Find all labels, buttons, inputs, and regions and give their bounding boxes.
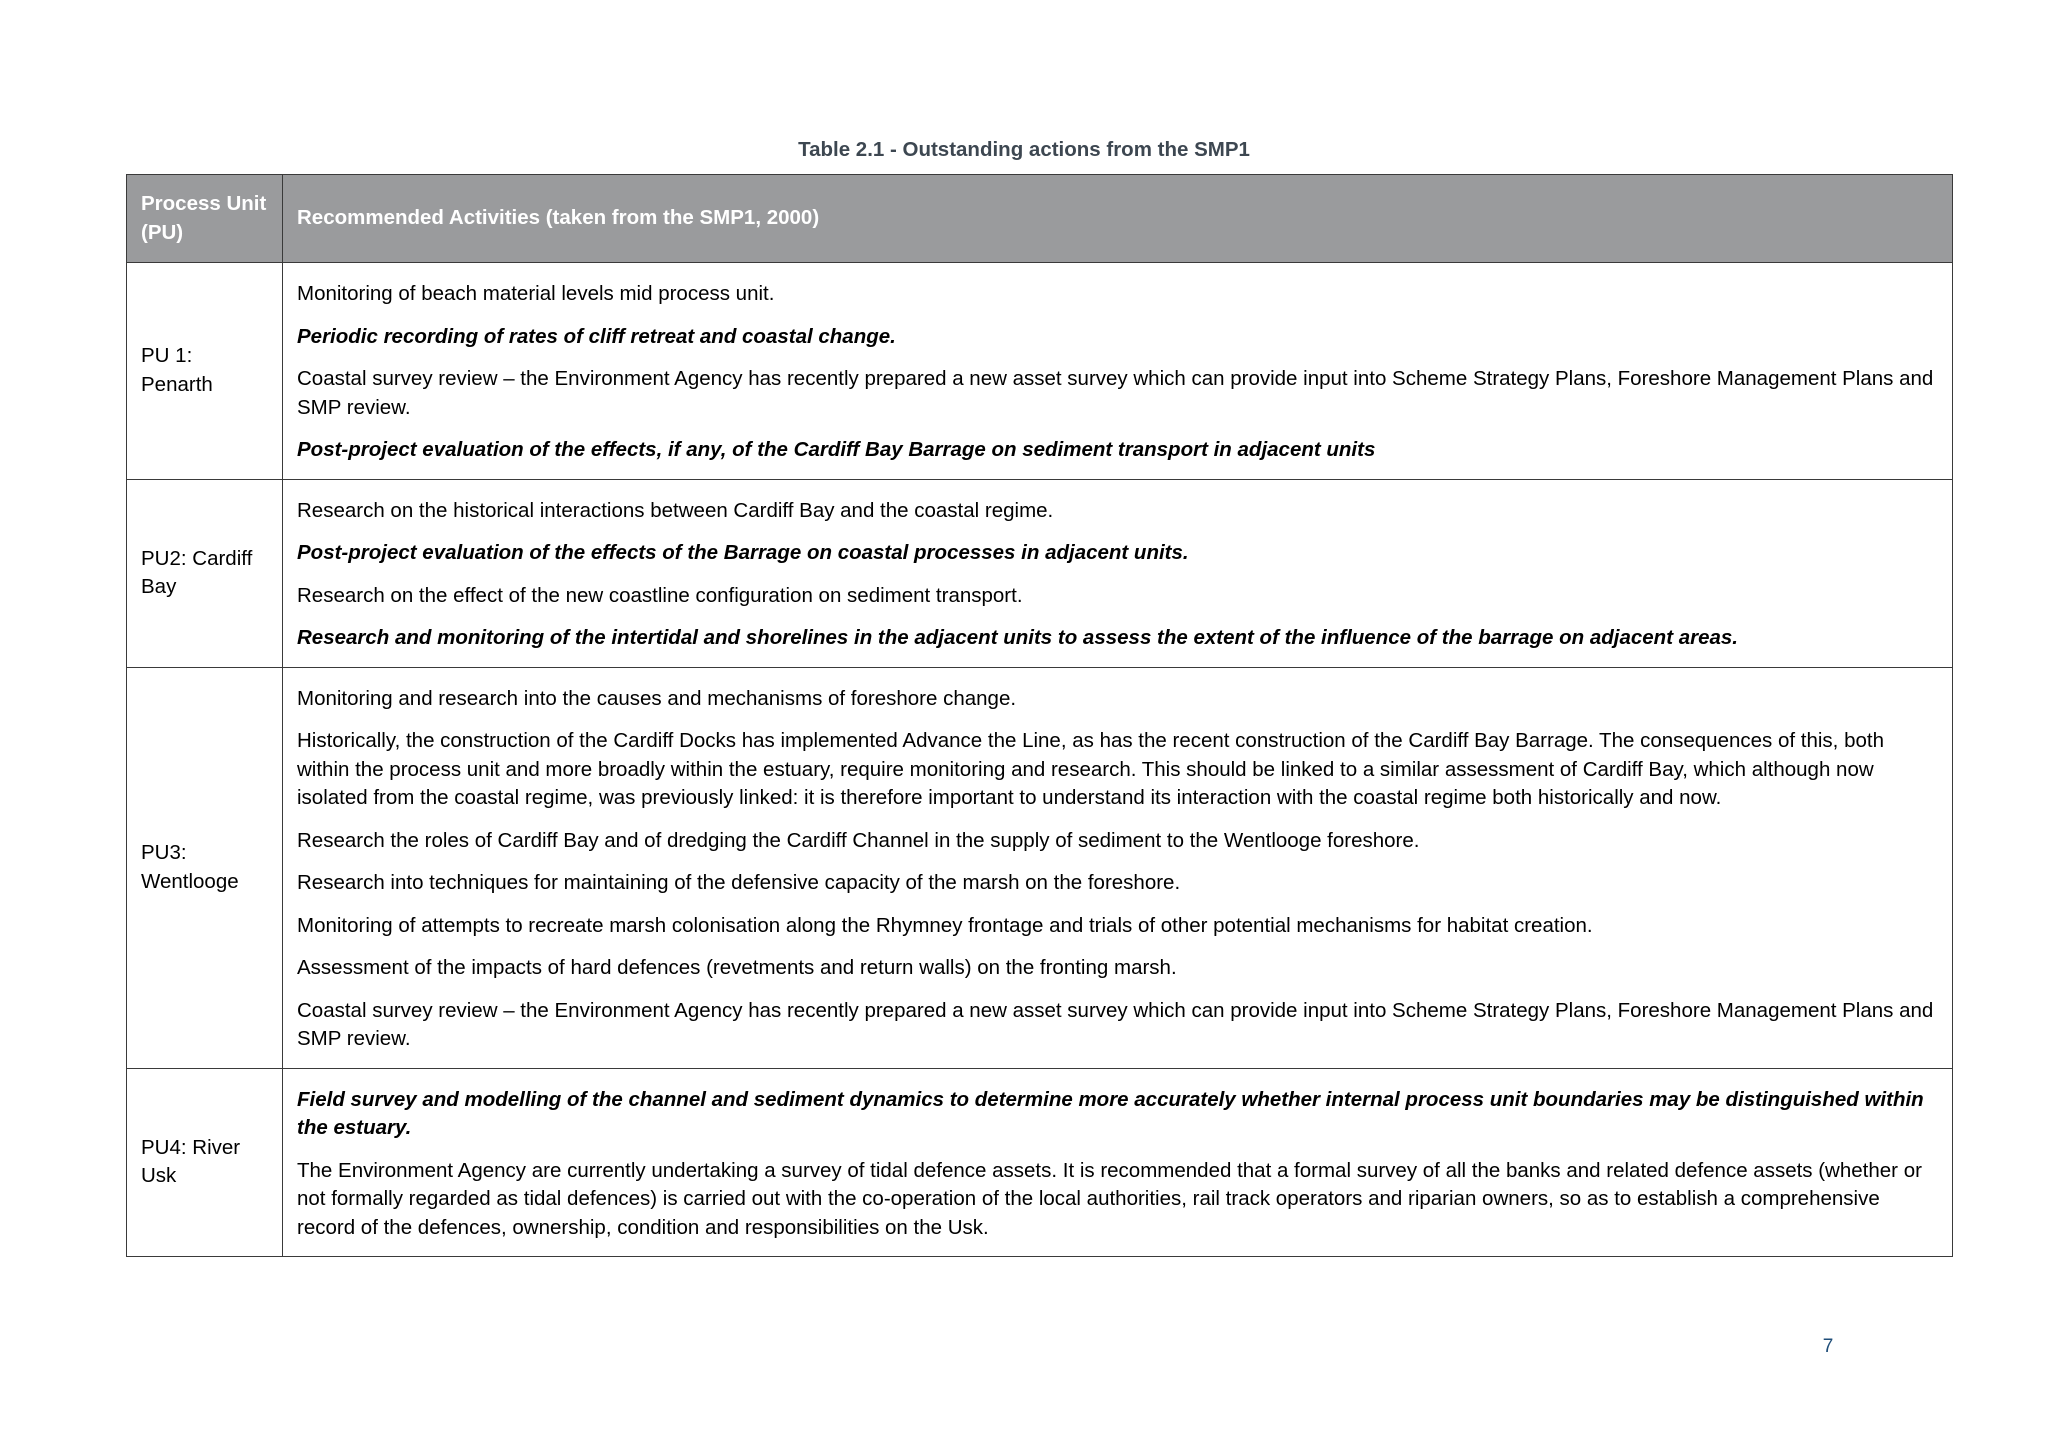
header-row (127, 175, 1953, 263)
table-row (127, 1068, 1953, 1257)
activity-item: Coastal survey review – the Environment Agency has recently prepared a new asset survey which can provide input into Scheme Strategy Plans, Foreshore Management Plans and SMP review. (297, 998, 1934, 1050)
activities-cell (283, 263, 1953, 480)
activity-item: Research and monitoring of the intertidal and shorelines in the adjacent units to assess the extent of the influence of the barrage on adjacent areas. (297, 626, 1739, 649)
page-number: 7 (1822, 1336, 1834, 1357)
process-unit-cell: PU3: Wentlooge (127, 667, 283, 1068)
activity-item: Post-project evaluation of the effects of the Barrage on coastal processes in adjacent units. (297, 541, 1189, 564)
process-unit-cell: PU 1: Penarth (127, 263, 283, 480)
process-unit-cell: PU4: River Usk (127, 1068, 283, 1257)
activity-item: Research the roles of Cardiff Bay and of dredging the Cardiff Channel in the supply of sediment to the Wentlooge foreshore. (297, 828, 1420, 852)
table-row (127, 479, 1953, 667)
table-caption: Table 2.1 - Outstanding actions from the SMP1 (798, 138, 1250, 161)
activity-item: Periodic recording of rates of cliff retreat and coastal change. (297, 324, 896, 348)
header-process-unit: Process Unit (PU) (127, 175, 283, 263)
activity-item: Field survey and modelling of the channel and sediment dynamics to determine more accurately whether internal process unit boundaries may be distinguished within the estuary. (297, 1087, 1924, 1139)
table-row (127, 667, 1953, 1068)
table-row (127, 263, 1953, 480)
activity-item: Historically, the construction of the Cardiff Docks has implemented Advance the Line, as has the recent construction of the Cardiff Bay Barrage. The consequences of this, both within the process unit and more broadly within the estuary, require monitoring and research. This should be linked to a similar assessment of Cardiff Bay, which although now isolated from the coastal regime, was previously linked: it is therefore important to understand its interaction with the coastal regime both historically and now. (297, 729, 1884, 809)
activity-item: Research into techniques for maintaining of the defensive capacity of the marsh on the foreshore. (297, 871, 1181, 894)
table-header (127, 175, 1953, 263)
activity-item: Assessment of the impacts of hard defences (revetments and return walls) on the fronting marsh. (297, 956, 1177, 979)
activities-cell (283, 667, 1953, 1068)
table-body (127, 263, 1953, 1257)
activity-item: Monitoring and research into the causes and mechanisms of foreshore change. (297, 686, 1017, 710)
activity-item: Research on the historical interactions between Cardiff Bay and the coastal regime. (297, 498, 1054, 522)
activity-item: The Environment Agency are currently undertaking a survey of tidal defence assets. It is recommended that a formal survey of all the banks and related defence assets (whether or not formally regarded as tidal defences) is carried out with the co-operation of the local authorities, rail track operators and riparian owners, so as to establish a comprehensive record of the defences, ownership, condition and responsibilities on the Usk. (297, 1158, 1922, 1239)
outstanding-actions-table (126, 174, 1953, 1257)
activity-item: Research on the effect of the new coastline configuration on sediment transport. (297, 583, 1023, 607)
activity-item: Monitoring of beach material levels mid process unit. (297, 282, 775, 305)
process-unit-cell: PU2: Cardiff Bay (127, 479, 283, 667)
activities-cell (283, 1068, 1953, 1257)
header-recommended-activities: Recommended Activities (taken from the SMP1, 2000) (283, 175, 1953, 263)
activity-item: Monitoring of attempts to recreate marsh colonisation along the Rhymney frontage and trials of other potential mechanisms for habitat creation. (297, 913, 1593, 937)
activities-cell (283, 479, 1953, 667)
activity-item: Post-project evaluation of the effects, if any, of the Cardiff Bay Barrage on sediment transport in adjacent units (297, 438, 1376, 461)
activity-item: Coastal survey review – the Environment Agency has recently prepared a new asset survey which can provide input into Scheme Strategy Plans, Foreshore Management Plans and SMP review. (297, 367, 1934, 419)
